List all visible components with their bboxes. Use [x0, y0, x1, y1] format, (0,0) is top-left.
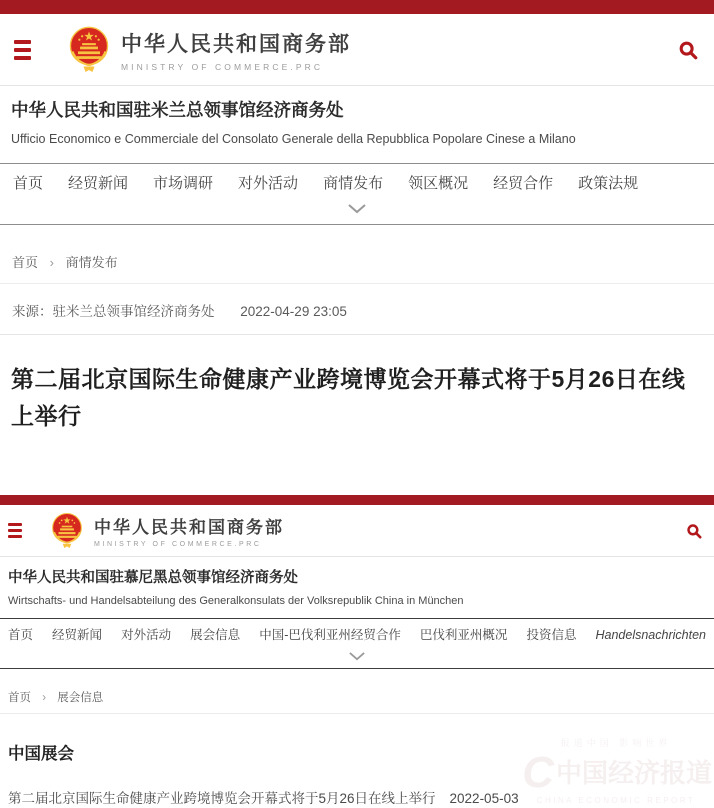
- breadcrumb-separator: ›: [42, 692, 47, 704]
- office-title: 中华人民共和国驻慕尼黑总领事馆经济商务处: [8, 570, 298, 586]
- source-label: 来源：: [12, 304, 53, 319]
- nav-item[interactable]: 对外活动: [121, 628, 172, 642]
- watermark-c-logo: C: [522, 747, 554, 797]
- national-emblem-icon: [67, 25, 111, 75]
- office-subtitle: Wirtschafts- und Handelsabteilung des Generalkonsulats der Volksrepublik China in München: [8, 595, 464, 607]
- news-date: 2022-05-03: [449, 791, 519, 806]
- nav-item[interactable]: 巴伐利亚州概况: [419, 628, 508, 642]
- nav-item[interactable]: 展会信息: [190, 628, 241, 642]
- nav-expand-toggle[interactable]: [0, 644, 714, 668]
- nav-item[interactable]: 首页: [8, 628, 34, 642]
- nav-expand-toggle[interactable]: [0, 194, 714, 224]
- brand-name-zh: 中华人民共和国商务部: [94, 518, 284, 537]
- office-header: [0, 86, 714, 163]
- publish-datetime: 2022-04-29 23:05: [240, 304, 347, 319]
- news-list: [0, 787, 714, 807]
- brand-text: [121, 28, 351, 72]
- breadcrumb-separator: ›: [49, 255, 54, 270]
- menu-icon[interactable]: [14, 38, 31, 62]
- national-emblem-icon: [50, 511, 84, 551]
- nav-item[interactable]: 经贸新闻: [68, 175, 129, 192]
- source-value: 驻米兰总领事馆经济商务处: [52, 304, 215, 319]
- site-header: [0, 14, 714, 86]
- brand-text: [94, 513, 284, 548]
- search-icon[interactable]: [678, 40, 698, 60]
- breadcrumb: [0, 669, 714, 714]
- primary-nav: [0, 618, 714, 669]
- nav-item[interactable]: 商情发布: [323, 175, 384, 192]
- top-red-bar: [0, 495, 714, 505]
- nav-item[interactable]: 经贸合作: [493, 175, 554, 192]
- nav-item[interactable]: 首页: [13, 175, 44, 192]
- mofcom-logo[interactable]: [50, 511, 284, 551]
- section-heading: 中国展会: [8, 745, 74, 763]
- nav-item[interactable]: Handelsnachrichten: [595, 628, 706, 642]
- nav-item[interactable]: 经贸新闻: [52, 628, 103, 642]
- news-list-item[interactable]: [8, 787, 704, 807]
- watermark-main-text: 中国经济报道: [555, 757, 712, 788]
- page-munich-office: [0, 495, 714, 808]
- top-red-bar: [0, 0, 714, 14]
- chevron-down-icon: [348, 204, 366, 214]
- office-title: 中华人民共和国驻米兰总领事馆经济商务处: [11, 100, 344, 120]
- brand-name-zh: 中华人民共和国商务部: [121, 32, 351, 56]
- nav-item[interactable]: 市场调研: [153, 175, 214, 192]
- nav-item[interactable]: 对外活动: [238, 175, 299, 192]
- breadcrumb-home[interactable]: 首页: [8, 692, 31, 704]
- breadcrumb-home[interactable]: 首页: [12, 255, 39, 270]
- breadcrumb: [0, 225, 714, 284]
- menu-icon[interactable]: [8, 522, 22, 540]
- article-title: 第二届北京国际生命健康产业跨境博览会开幕式将于5月26日在线上举行: [11, 366, 686, 429]
- watermark-latin-text: CHINA ECONOMIC REPORT: [536, 796, 696, 806]
- brand-name-en: MINISTRY OF COMMERCE.PRC: [94, 541, 262, 548]
- office-header: [0, 557, 714, 618]
- nav-item[interactable]: 中国-巴伐利亚州经贸合作: [259, 628, 401, 642]
- nav-item[interactable]: 投资信息: [526, 628, 577, 642]
- nav-list: [0, 619, 714, 644]
- nav-item[interactable]: 政策法规: [578, 175, 639, 192]
- search-icon[interactable]: [686, 523, 702, 539]
- breadcrumb-current[interactable]: 展会信息: [57, 692, 104, 704]
- breadcrumb-current[interactable]: 商情发布: [65, 255, 118, 270]
- nav-list: [0, 164, 714, 194]
- news-title[interactable]: 第二届北京国际生命健康产业跨境博览会开幕式将于5月26日在线上举行: [8, 791, 436, 806]
- primary-nav: [0, 163, 714, 225]
- nav-item[interactable]: 领区概况: [408, 175, 469, 192]
- mofcom-logo[interactable]: [67, 25, 351, 75]
- watermark-slogan: 报道中国 影响世界: [560, 737, 672, 748]
- office-subtitle: Ufficio Economico e Commerciale del Consolato Generale della Repubblica Popolare Cinese a Milano: [11, 132, 576, 146]
- brand-name-en: MINISTRY OF COMMERCE.PRC: [121, 61, 324, 72]
- article-meta: [0, 284, 714, 335]
- site-header: [0, 505, 714, 557]
- chevron-down-icon: [349, 652, 365, 661]
